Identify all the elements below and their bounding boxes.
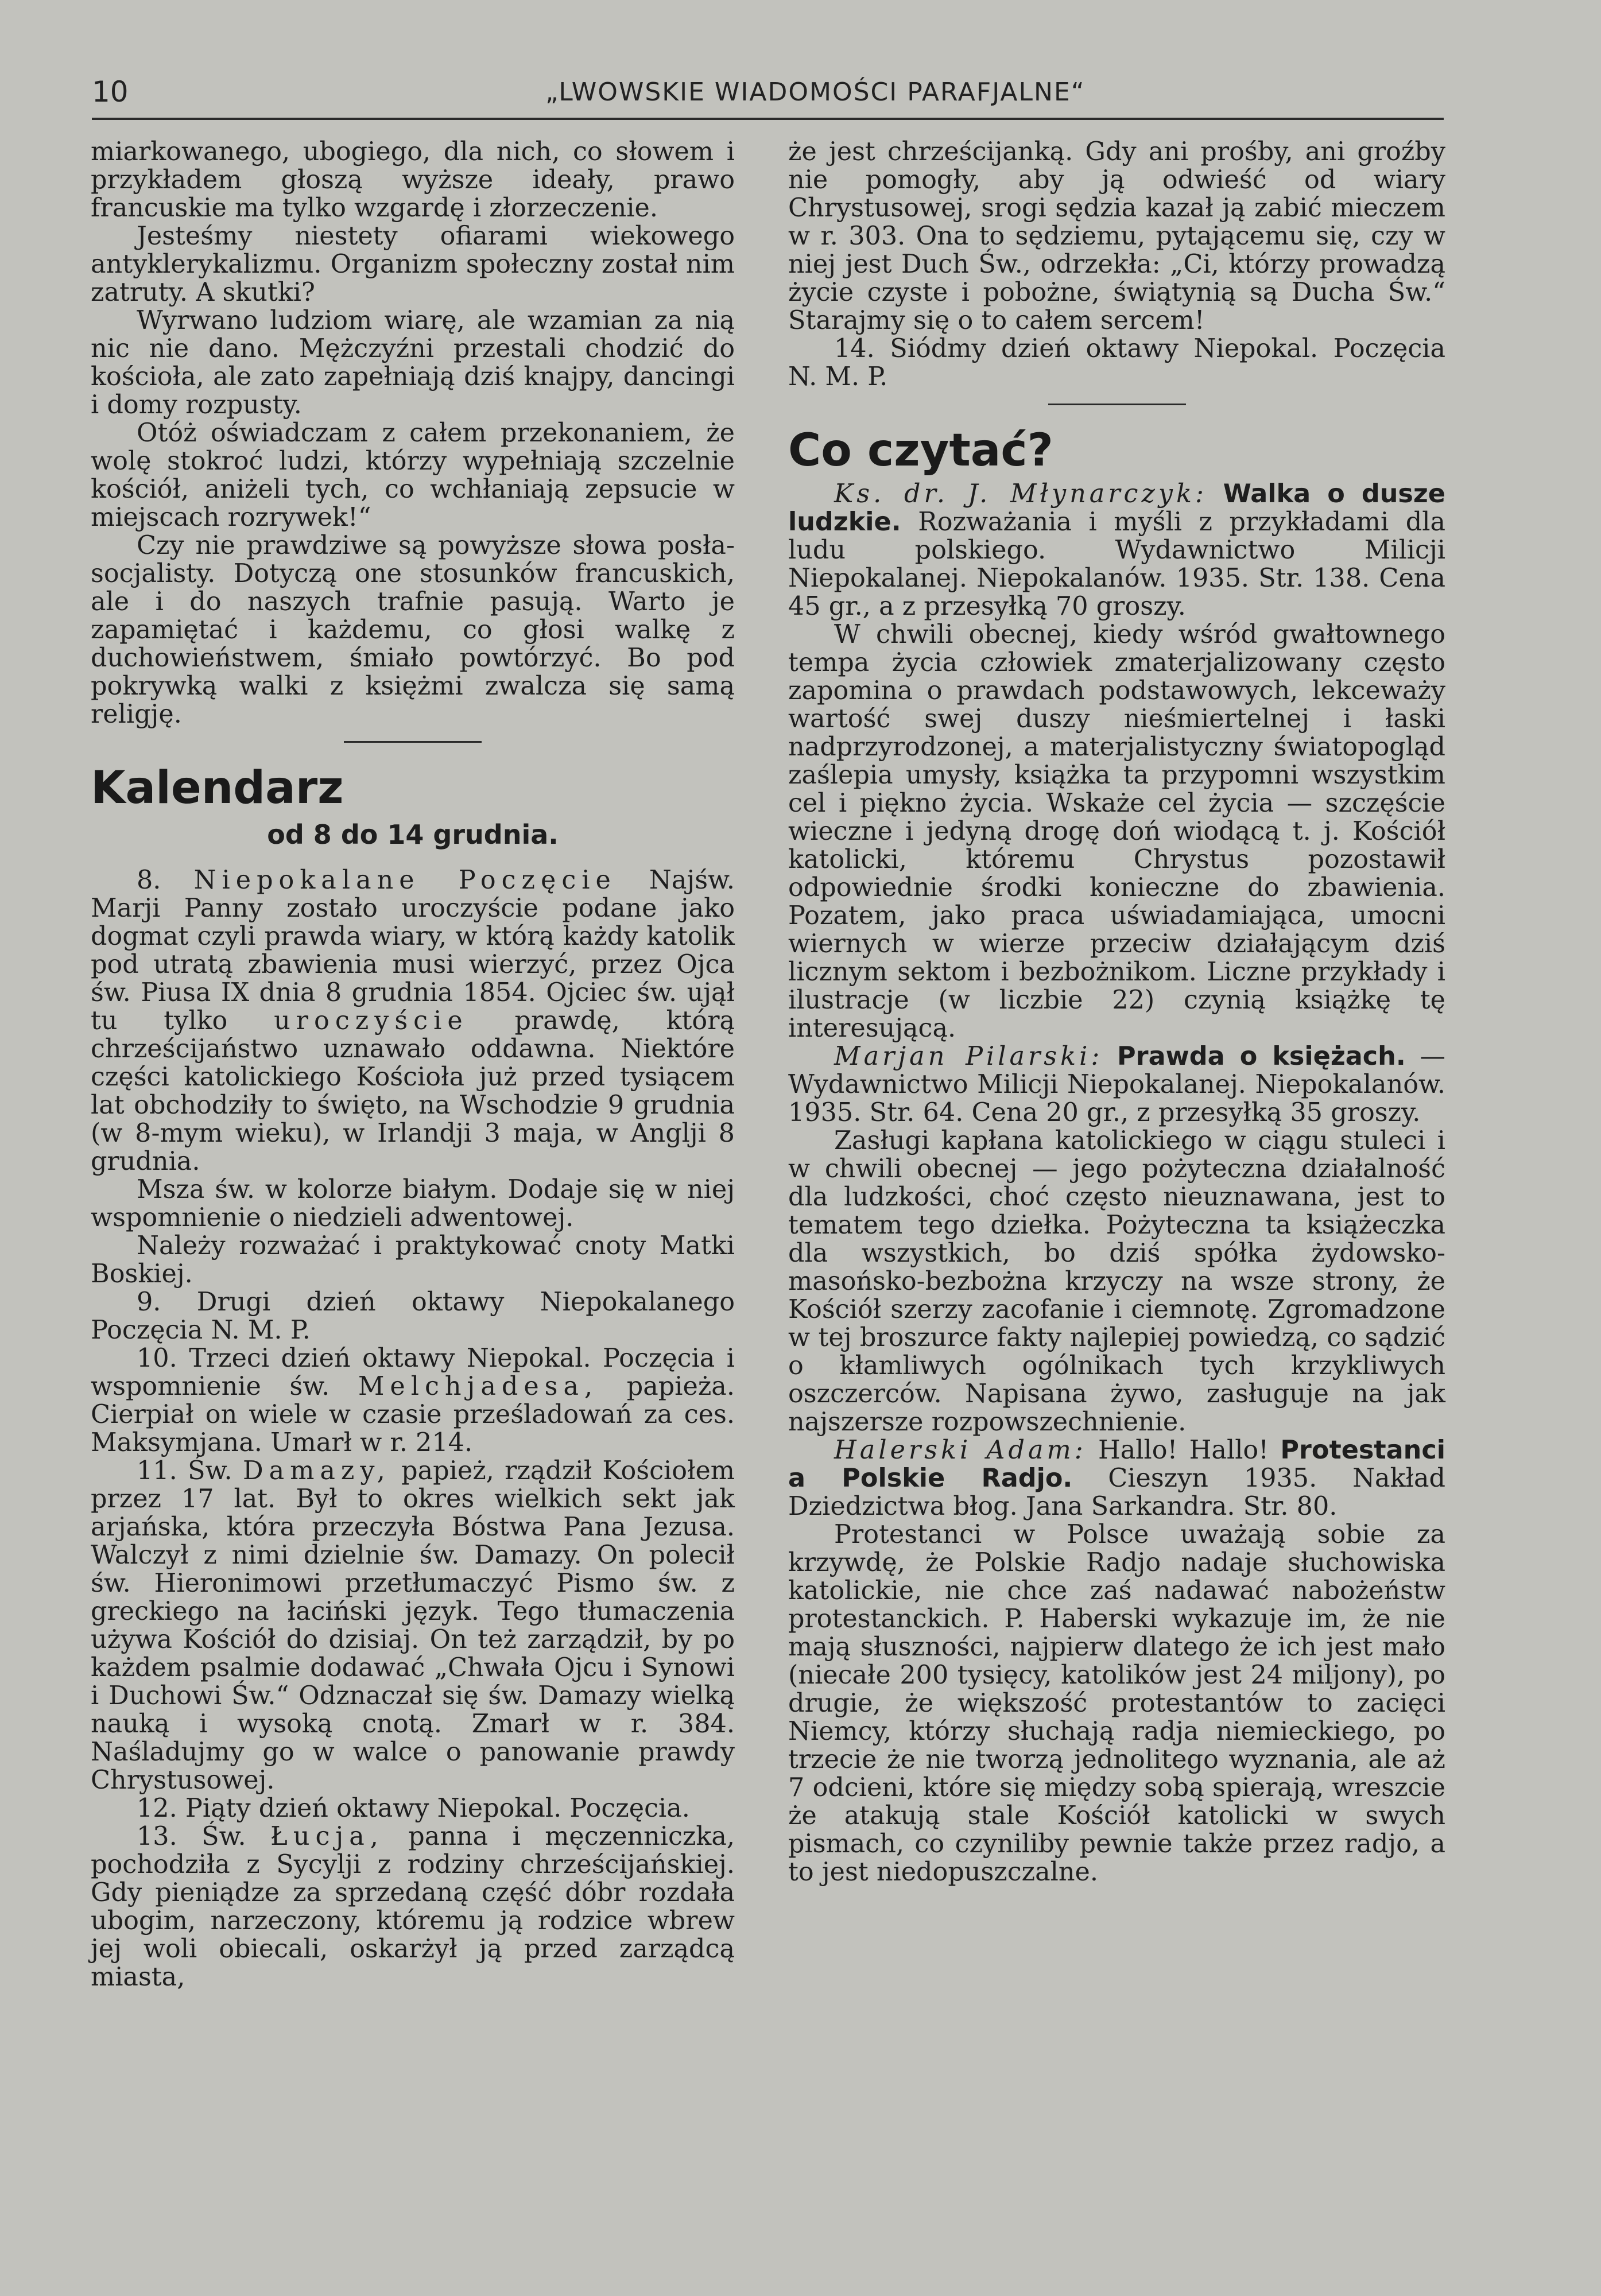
book-title: Prawda o księżach. (1117, 1042, 1406, 1071)
emphasis: uroczyście (274, 1006, 468, 1035)
review-text: Zasługi kapłana katolickiego w ciągu stuleci i w chwili obecnej — jego pożyteczna działalność dla ludzkości, choć często nieuznawana, jest to tematem tego dziełka. Pożyteczna ta książeczka dla wszystkich, bo dziś spółka żydowsko-masońsko-bezbożna krzyczy na wsze strony, że Kościół szerzy zacofanie i ciemnotę. Zgromadzone w tej broszurce fakty najlepiej powiedzą, co sądzić o kłamliwych ogólnikach tych krzykliwych oszczerców. Napisana żywo, zasługuje na jak najszersze rozpowszechnienie. (788, 1126, 1445, 1437)
book-author: Halerski Adam: (834, 1436, 1087, 1465)
entry-text: papieża. Cierpiał on wiele w czasie prześladowań za ces. Maksymjana. Umarł w r. 214. (91, 1372, 735, 1457)
paragraph: miarkowanego, ubogiego, dla nich, co słowem i przykładem głoszą wyższe ideały, prawo francuskie ma tylko wzgardę i złorzeczenie. (91, 137, 735, 223)
book-author: Marjan Pilarski: (834, 1042, 1103, 1071)
entry-text: panna i męczenniczka, pochodziła z Sycylji z rodziny chrześcijańskiej. Gdy pieniądze za sprzedaną część dóbr rozdała ubogim, narzeczony, któremu ją rodzice wbrew jej woli obiecali, oskarżył ją przed zarządcą miasta, (91, 1822, 735, 1992)
book-review-3 (788, 1436, 1445, 1521)
book-review-2 (788, 1042, 1445, 1127)
calendar-entry-9: 9. Drugi dzień oktawy Niepokalanego Poczęcia N. M. P. (91, 1287, 735, 1345)
section-title-co-czytac: Co czytać? (788, 425, 1053, 476)
calendar-note: Należy rozważać i praktykować cnoty Matki Boskiej. (91, 1231, 735, 1289)
review-text: Protestanci w Polsce uważają sobie za krzywdę, że Polskie Radjo nadaje słuchowiska katolickie, nie chce zaś nadawać nabożeństw protestanckich. P. Haberski wykazuje im, że nie mają słuszności, najpierw dlatego że ich jest mało (niecałe 200 tysięcy, katolików jest 24 miljony), po drugie, że większość protestantów to zacięci Niemcy, którzy słuchają radja niemieckiego, po trzecie że nie tworzą jednolitego wyznania, ale aż 7 odcieni, które się między sobą spierają, wreszcie że atakują stale Kościół katolicki w swych pismach, co czyniliby pewnie także przez radjo, a to jest niedopuszczalne. (788, 1520, 1445, 1887)
book-title: Walka o dusze ludzkie. (788, 479, 1445, 537)
page-number: 10 (92, 75, 129, 108)
book-author: Ks. dr. J. Młynarczyk: (834, 479, 1208, 509)
paragraph: Wyrwano ludziom wiarę, ale wzamian za nią nic nie dano. Mężczyźni przestali chodzić do kościoła, ale zato zapełniają dziś knajpy, dancingi i domy rozpusty. (91, 306, 735, 420)
entry-text: 11. Św. (137, 1456, 232, 1486)
calendar-entry-14: 14. Siódmy dzień oktawy Niepokal. Poczęcia N. M. P. (788, 334, 1445, 391)
review-text: W chwili obecnej, kiedy wśród gwałtownego tempa życia człowiek zmaterjalizowany często zapomina o prawdach podstawowych, lekceważy wartość swej duszy nieśmiertelnej i łaski nadprzyrodzonej, a materjalistyczny światopogląd zaślepia umysły, książka ta przypomni wszystkim cel i piękno życia. Wskaże cel życia — szczęście wieczne i jedyną drogę doń wiodącą t. j. Kościół katolicki, któremu Chrystus pozostawił odpowiednie środki konieczne do zbawienia. Pozatem, jako praca uświadamiająca, umocni wiernych w wierze przeciw działającym dziś licznym sektom i bezbożnikom. Liczne przykłady i ilustracje (w liczbie 22) czynią książkę tę interesującą. (788, 620, 1445, 1043)
paragraph: że jest chrześcijanką. Gdy ani prośby, ani groźby nie pomogły, aby ją odwieść od wiary Chrystusowej, srogi sędzia kazał ją zabić mieczem w r. 303. Ona to sędziemu, pytającemu się, czy w niej jest Duch Św., odrzekła: „Ci, którzy prowadzą życie czyste i pobożne, świątynią są Ducha Św.“ Starajmy się o to całem sercem! (788, 137, 1445, 335)
divider (344, 741, 482, 743)
saint-name: Melchjadesa, (358, 1372, 599, 1401)
calendar-entry-10 (91, 1344, 735, 1457)
entry-text: 10. Trzeci dzień oktawy Niepokal. Poczęcia i wspomnienie św. (91, 1344, 735, 1401)
book-details: Rozważania i myśli z przykładami dla ludu polskiego. Wydawnictwo Milicji Niepokalanej. Niepokalanów. 1935. Str. 138. Cena 45 gr., a z przesyłką 70 groszy. (788, 507, 1445, 621)
section-subtitle: od 8 do 14 grudnia. (267, 819, 559, 850)
calendar-entry-8 (91, 866, 735, 1176)
saint-name: Damazy, (242, 1456, 391, 1486)
book-title-lead: Hallo! Hallo! (1098, 1436, 1269, 1465)
paragraph: Jesteśmy niestety ofiarami wiekowego antyklerykalizmu. Organizm społeczny został nim zatruty. A skutki? (91, 222, 735, 307)
calendar-entry-12: 12. Piąty dzień oktawy Niepokal. Poczęcia. (137, 1794, 690, 1823)
page-header (92, 72, 1444, 120)
paragraph: Czy nie prawdziwe są powyższe słowa posła-socjalisty. Dotyczą one stosunków francuskich, ale i do naszych trafnie pasują. Warto je zapamiętać i każdemu, co głosi walkę z duchowieństwem, śmiało powtórzyć. Bo pod pokrywką walki z księżmi zwalcza się samą religję. (91, 531, 735, 729)
entry-text: 13. Św. (137, 1822, 246, 1851)
left-column (91, 138, 735, 1991)
book-title: Protestanci a Polskie Radjo. (788, 1436, 1445, 1493)
right-column (788, 138, 1445, 1886)
entry-text: prawdę, którą chrześcijaństwo uznawało oddawna. Niektóre części katolickiego Kościoła już przed tysiącem lat obchodziły to święto, na Wschodzie 9 grudnia (w 8-mym wieku), w Irlandji 3 maja, w Anglji 8 grudnia. (91, 1006, 735, 1176)
calendar-entry-11 (91, 1457, 735, 1794)
calendar-entry-13 (91, 1822, 735, 1991)
feast-name: Niepokalane Poczęcie (193, 866, 617, 895)
entry-text: Najśw. Marji Panny zostało uroczyście podane jako dogmat czyli prawda wiary, w którą każdy katolik pod utratą zbawienia musi wierzyć, przez Ojca św. Piusa IX dnia 8 grudnia 1854. Ojciec św. ujął tu tylko (91, 866, 735, 1035)
book-details: Cieszyn 1935. Nakład Dziedzictwa błog. Jana Sarkandra. Str. 80. (788, 1464, 1445, 1521)
entry-text: papież, rządził Kościołem przez 17 lat. Był to okres wielkich sekt jak arjańska, która przeczyła Bóstwa Pana Jezusa. Walczył z nimi dzielnie św. Damazy. On polecił św. Hieronimowi przetłumaczyć Pismo św. z greckiego na łaciński język. Tego tłumaczenia używa Kościół do dzisiaj. On też zarządził, by po każdem psalmie dodawać „Chwała Ojcu i Synowi i Duchowi Św.“ Odznaczał się św. Damazy wielką nauką i wysoką cnotą. Zmarł w r. 384. Naśladujmy go w walce o panowanie prawdy Chrystusowej. (91, 1456, 735, 1795)
saint-name: Łucja, (270, 1822, 384, 1851)
divider (1048, 404, 1186, 405)
running-title: „LWOWSKIE WIADOMOŚCI PARAFJALNE“ (545, 77, 1086, 107)
entry-number: 8. (137, 866, 161, 895)
calendar-note: Msza św. w kolorze białym. Dodaje się w niej wspomnienie o niedzieli adwentowej. (91, 1175, 735, 1232)
paragraph: Otóż oświadczam z całem przekonaniem, że wolę stokroć ludzi, którzy wypełniają szczelnie kościół, aniżeli tych, co wchłaniają zepsucie w miejscach rozrywek!“ (91, 418, 735, 532)
book-review-1 (788, 480, 1445, 620)
book-details: — Wydawnictwo Milicji Niepokalanej. Niepokalanów. 1935. Str. 64. Cena 20 gr., z przesyłką 35 groszy. (788, 1042, 1445, 1127)
section-title-kalendarz: Kalendarz (91, 762, 344, 814)
